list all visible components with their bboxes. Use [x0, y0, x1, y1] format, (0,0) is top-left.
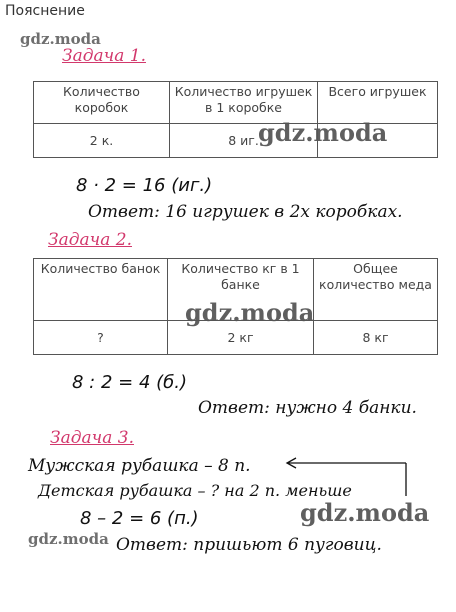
table-cell: 2 кг [168, 321, 314, 355]
task3-line1: Мужская рубашка – 8 п. [28, 456, 251, 476]
watermark: gdz.moda [185, 298, 315, 327]
task1-title: Задача 1. [62, 46, 146, 66]
task2-title: Задача 2. [48, 230, 132, 250]
table-header-cell: Количество игрушек в 1 коробке [170, 82, 318, 124]
page-header: Пояснение [5, 3, 85, 19]
table-cell: 2 к. [34, 124, 170, 158]
task2-calc: 8 : 2 = 4 (б.) [72, 372, 187, 393]
table-cell [318, 124, 438, 158]
task3-calc: 8 – 2 = 6 (п.) [80, 508, 199, 529]
task1-answer: Ответ: 16 игрушек в 2х коробках. [88, 202, 403, 222]
table-cell: 8 иг. [170, 124, 318, 158]
task3-line2: Детская рубашка – ? на 2 п. меньше [38, 481, 352, 500]
table-header-cell: Общее количество меда [314, 259, 438, 321]
task1-calc: 8 · 2 = 16 (иг.) [76, 175, 213, 196]
task3-answer: Ответ: пришьют 6 пуговиц. [116, 535, 382, 555]
task3-title: Задача 3. [50, 428, 134, 448]
watermark: gdz.moda [28, 530, 109, 548]
task2-answer: Ответ: нужно 4 банки. [198, 398, 417, 418]
watermark: gdz.moda [20, 30, 101, 48]
table-cell: 8 кг [314, 321, 438, 355]
task1-table [33, 81, 438, 158]
table-cell: ? [34, 321, 168, 355]
table-header-cell: Количество банок [34, 259, 168, 321]
task2-table [33, 258, 438, 355]
table-header-cell: Количество кг в 1 банке [168, 259, 314, 321]
watermark: gdz.moda [300, 498, 430, 527]
watermark: gdz.moda [258, 118, 388, 147]
table-header-cell: Количество коробок [34, 82, 170, 124]
table-header-cell: Всего игрушек [318, 82, 438, 124]
